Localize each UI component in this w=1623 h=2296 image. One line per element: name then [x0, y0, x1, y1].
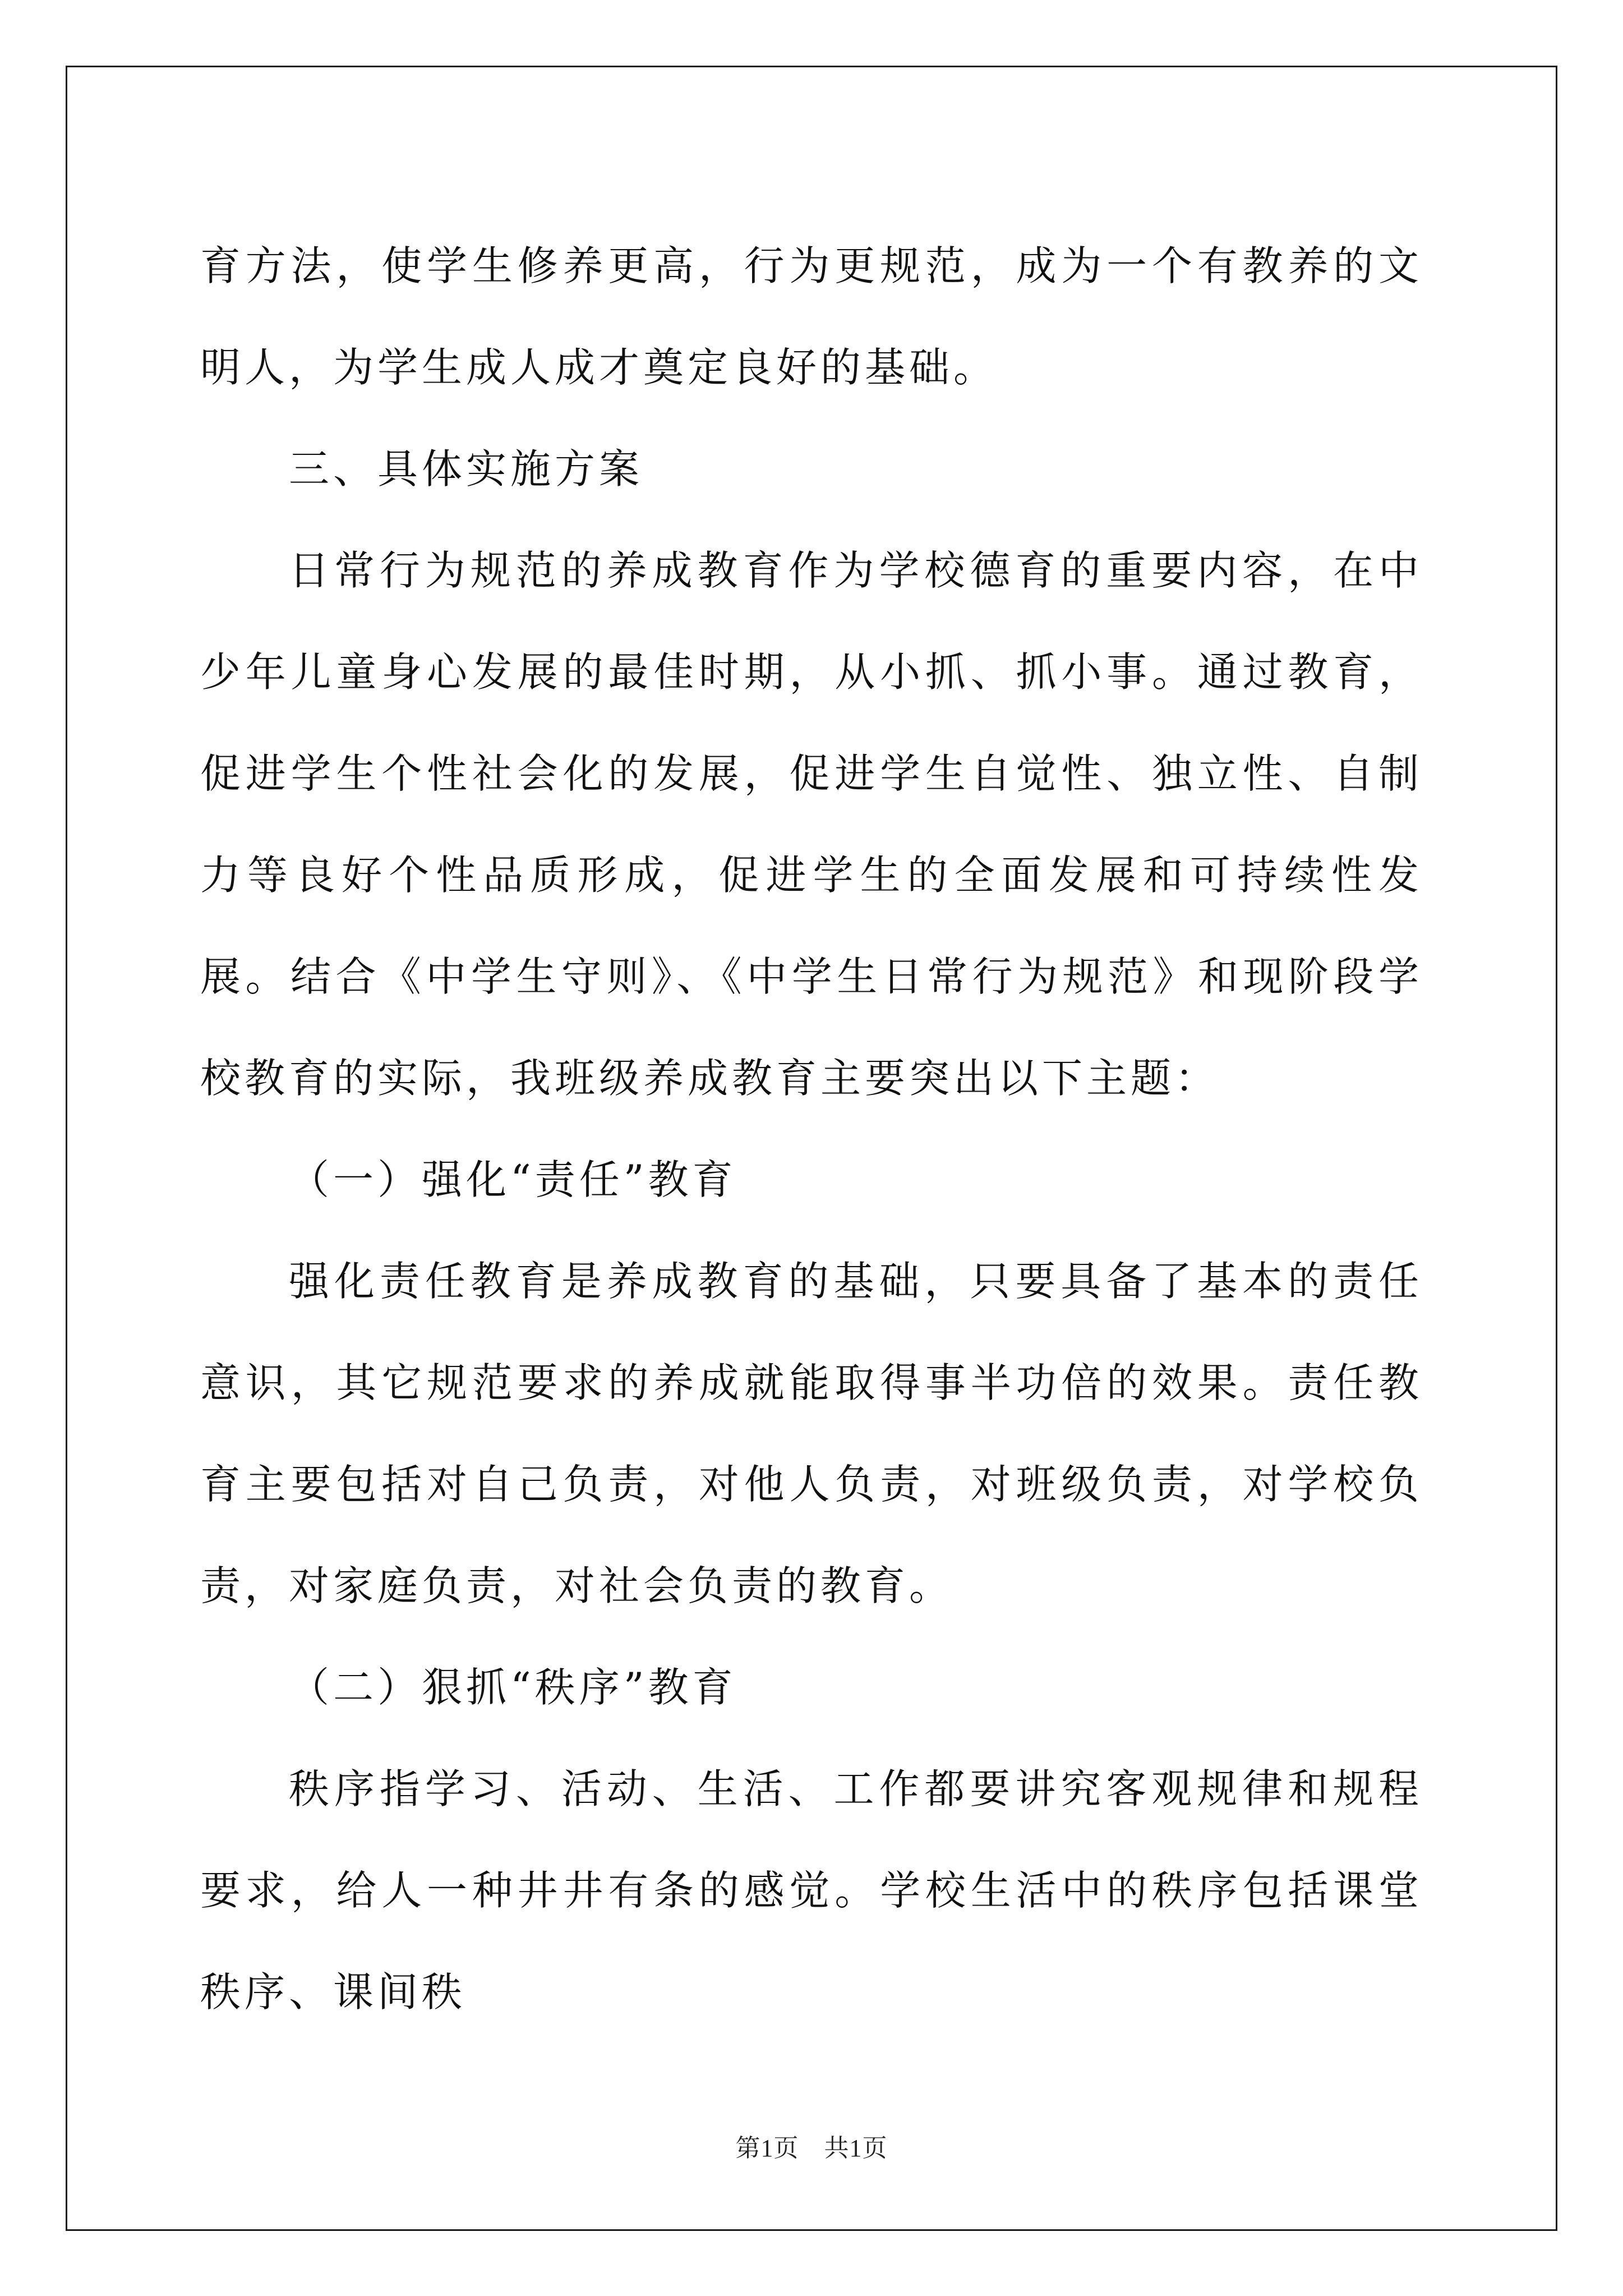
section-heading-implementation: 三、具体实施方案	[289, 445, 644, 493]
paragraph-responsibility: 强化责任教育是养成教育的基础，只要具备了基本的责任意识，其它规范要求的养成就能取得事半功倍的效果。责任教育主要包括对自己负责，对他人负责，对班级负责，对学校负责，对家庭负责，对社会负责的教育。	[200, 1258, 1423, 1609]
paragraph-continuation: 育方法，使学生修养更高，行为更规范，成为一个有教养的文明人，为学生成人成才奠定良好的基础。	[200, 242, 1423, 391]
page-number: 第1页 共1页	[735, 2134, 888, 2162]
paragraph-implementation: 日常行为规范的养成教育作为学校德育的重要内容，在中少年儿童身心发展的最佳时期，从小抓、抓小事。通过教育，促进学生个性社会化的发展，促进学生自觉性、独立性、自制力等良好个性品质形成，促进学生的全面发展和可持续性发展。结合《中学生守则》、《中学生日常行为规范》和现阶段学校教育的实际，我班级养成教育主要突出以下主题：	[200, 547, 1423, 1102]
subheading-responsibility: （一）强化“责任”教育	[289, 1156, 737, 1203]
paragraph-order: 秩序指学习、活动、生活、工作都要讲究客观规律和规程要求，给人一种井井有条的感觉。学校生活中的秩序包括课堂秩序、课间秩	[200, 1765, 1423, 2016]
document-body	[200, 215, 1423, 2043]
subheading-order: （二）狠抓“秩序”教育	[289, 1664, 737, 1711]
